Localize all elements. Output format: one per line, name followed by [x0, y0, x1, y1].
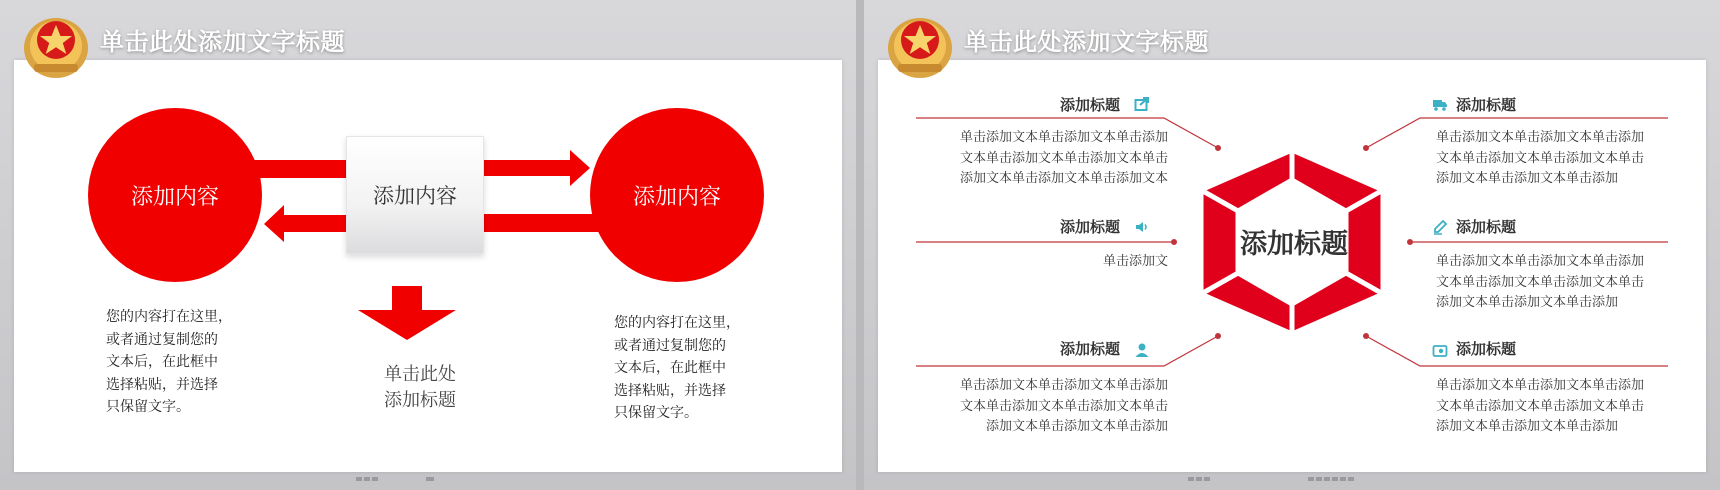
wallet-icon [1432, 342, 1448, 358]
slide-left [0, 0, 856, 490]
item-title-right-top[interactable]: 添加标题 [1456, 96, 1517, 114]
truck-icon [1432, 96, 1448, 112]
share-icon [1134, 96, 1150, 112]
arrow-left-bottom [264, 205, 346, 242]
circle-right[interactable] [590, 108, 764, 282]
footer-decoration [356, 476, 446, 484]
footer-decoration [1188, 476, 1408, 484]
item-text-right-mid[interactable]: 单击添加文本单击添加文本单击添加 文本单击添加文本单击添加文本单击 添加文本单击添加文本单击添加 [1436, 254, 1645, 310]
item-title-left-bottom[interactable]: 添加标题 [1060, 340, 1121, 358]
item-text-left-mid[interactable]: 单击添加文 [1102, 254, 1168, 269]
item-text-right-top[interactable]: 单击添加文本单击添加文本单击添加 文本单击添加文本单击添加文本单击 添加文本单击添加文本单击添加 [1436, 130, 1645, 186]
item-title-left-top[interactable]: 添加标题 [1060, 96, 1121, 114]
center-box[interactable] [346, 136, 484, 254]
item-title-right-mid[interactable]: 添加标题 [1456, 218, 1517, 236]
slide-right [864, 0, 1720, 490]
center-box-label: 添加内容 [373, 184, 457, 208]
connector-line-right-bottom [1366, 336, 1668, 366]
slide-title[interactable]: 单击此处添加文字标题 [100, 28, 345, 56]
pen-icon [1432, 219, 1448, 235]
item-text-right-bottom[interactable]: 单击添加文本单击添加文本单击添加 文本单击添加文本单击添加文本单击 添加文本单击添加文本单击添加 [1436, 378, 1645, 434]
user-icon [1134, 342, 1150, 358]
circle-left[interactable] [88, 108, 262, 282]
arrow-right-bottom-bar [484, 214, 600, 232]
text-right[interactable]: 您的内容打在这里， 或者通过复制您的 文本后，在此框中 选择粘贴，并选择 只保留文字。 [614, 315, 740, 421]
text-center[interactable]: 单击此处 添加标题 [384, 364, 456, 411]
hexagon-title[interactable]: 添加标题 [1240, 229, 1348, 260]
text-left[interactable]: 您的内容打在这里， 或者通过复制您的 文本后，在此框中 选择粘贴，并选择 只保留文字。 [106, 309, 232, 415]
item-text-left-top[interactable]: 单击添加文本单击添加文本单击添加 文本单击添加文本单击添加文本单击 添加文本单击添加文本单击添加文本 [959, 130, 1168, 186]
item-title-right-bottom[interactable]: 添加标题 [1456, 340, 1517, 358]
circle-right-label: 添加内容 [632, 184, 721, 210]
speaker-icon [1134, 219, 1150, 235]
circle-left-label: 添加内容 [130, 184, 219, 210]
arrow-right-top [484, 150, 590, 186]
item-text-left-bottom[interactable]: 单击添加文本单击添加文本单击添加 文本单击添加文本单击添加文本单击 添加文本单击添加文本单击添加 [959, 378, 1168, 434]
arrow-down [358, 286, 456, 340]
item-title-left-mid[interactable]: 添加标题 [1060, 218, 1121, 236]
slide-title[interactable]: 单击此处添加文字标题 [964, 28, 1209, 56]
